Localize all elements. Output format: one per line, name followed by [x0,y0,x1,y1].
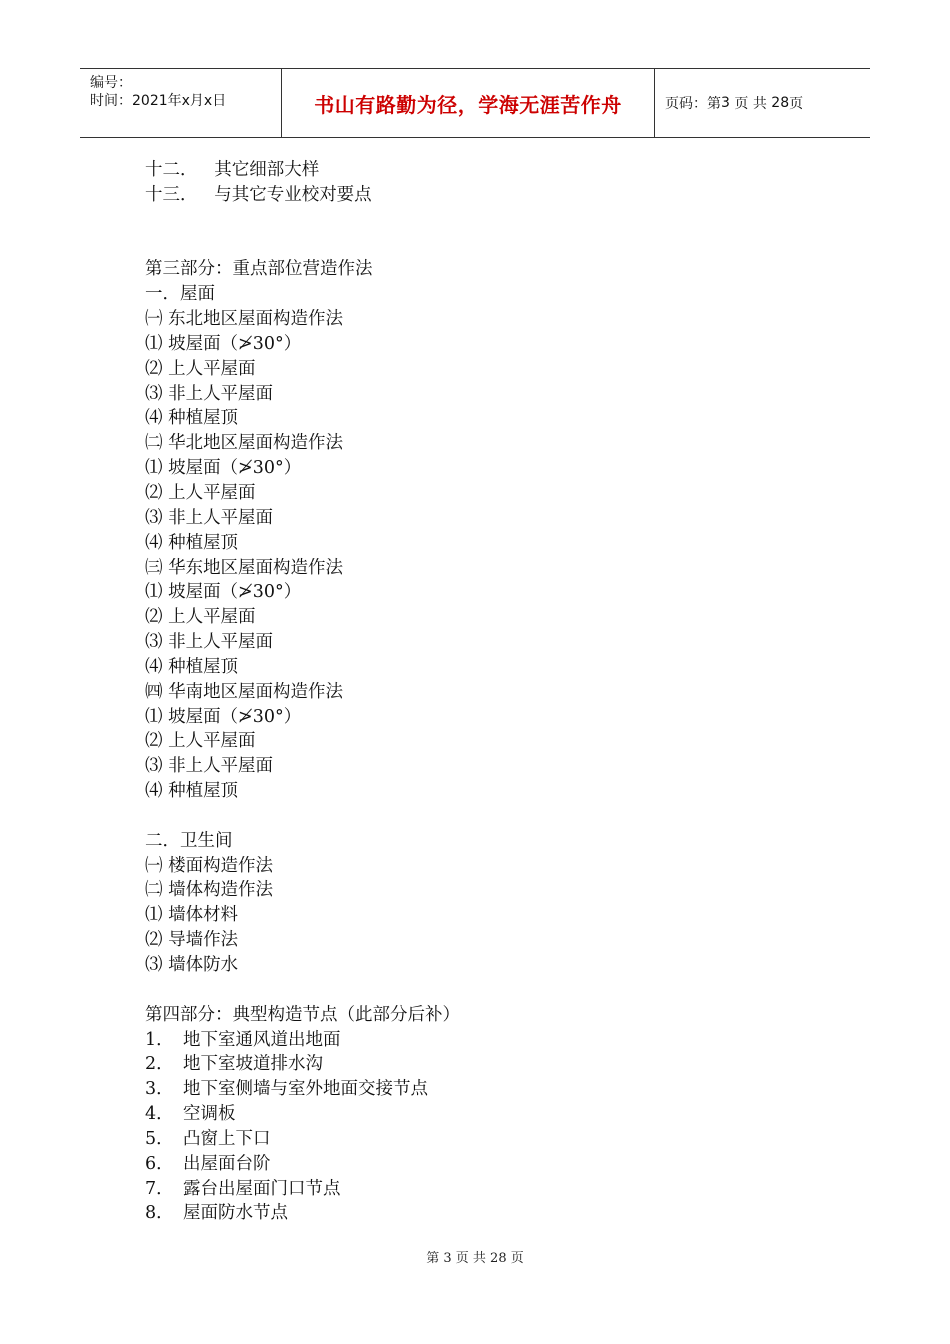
node-text: 地下室通风道出地面 [183,1029,341,1050]
bathroom-item: ㈠ 楼面构造作法 [145,855,274,876]
roof-heading: 一．屋面 [145,284,215,305]
page-code-prefix: 页码：第 [665,96,721,112]
node-text: 地下室侧墙与室外地面交接节点 [183,1079,428,1100]
region-label: ㈣ 华南地区屋面构造作法 [145,681,344,702]
page-header [80,68,870,138]
node-item [145,1102,845,1127]
bathroom-heading: 二．卫生间 [145,830,233,851]
node-text: 屋面防水节点 [183,1203,288,1224]
page-suffix: 页 [789,96,804,112]
node-number: 2． [145,1054,174,1075]
node-number: 5． [145,1128,174,1149]
toc-item: 十二． 其它细部大样 [145,160,320,180]
time-label: 时间：2021年x月x日 [90,93,227,109]
page-mid: 页 共 [734,96,767,112]
part3-title: 第三部分：重点部位营造作法 [145,259,373,280]
region-label: ㈡ 华北地区屋面构造作法 [145,433,344,454]
roof-item: ⑶ 非上人平屋面 [145,756,274,777]
region-label: ㈢ 华东地区屋面构造作法 [145,557,344,578]
node-item [145,1052,845,1077]
header-motto: 书山有路勤为径，学海无涯苦作舟 [282,69,655,137]
document-body [145,158,845,1226]
roof-item: ⑶ 非上人平屋面 [145,507,274,528]
node-item [145,1028,845,1053]
node-item [145,1177,845,1202]
roof-item: ⑵ 上人平屋面 [145,731,256,752]
node-text: 露台出屋面门口节点 [183,1178,341,1199]
node-item [145,1152,845,1177]
node-text: 空调板 [183,1104,236,1125]
header-page-code [655,69,870,137]
roof-item: ⑴ 坡屋面（≯30°） [145,458,302,479]
roof-item: ⑵ 上人平屋面 [145,358,256,379]
node-number: 7． [145,1178,174,1199]
bathroom-item: ㈡ 墙体构造作法 [145,880,274,901]
header-meta [80,69,282,137]
node-number: 1． [145,1029,174,1050]
node-text: 地下室坡道排水沟 [183,1054,323,1075]
roof-item: ⑶ 非上人平屋面 [145,383,274,404]
node-number: 8． [145,1203,174,1224]
page-current: 3 [721,95,730,111]
roof-item: ⑵ 上人平屋面 [145,482,256,503]
page-total: 28 [771,95,790,111]
bathroom-item: ⑶ 墙体防水 [145,955,239,975]
roof-item: ⑷ 种植屋顶 [145,656,239,677]
roof-item: ⑴ 坡屋面（≯30°） [145,582,302,603]
node-number: 3． [145,1079,174,1100]
roof-item: ⑷ 种植屋顶 [145,532,239,553]
node-number: 4． [145,1104,174,1125]
roof-item: ⑴ 坡屋面（≯30°） [145,333,302,354]
roof-item: ⑷ 种植屋顶 [145,781,239,802]
bathroom-item: ⑴ 墙体材料 [145,905,239,926]
roof-item: ⑷ 种植屋顶 [145,408,239,429]
roof-item: ⑵ 上人平屋面 [145,607,256,628]
node-item [145,1201,845,1226]
part4-title: 第四部分：典型构造节点（此部分后补） [145,1004,460,1025]
node-item [145,1077,845,1102]
toc-item: 十三． 与其它专业校对要点 [145,184,372,205]
bathroom-item: ⑵ 导墙作法 [145,930,239,951]
region-label: ㈠ 东北地区屋面构造作法 [145,309,344,330]
number-label: 编号： [90,75,132,91]
roof-item: ⑴ 坡屋面（≯30°） [145,706,302,727]
node-text: 凸窗上下口 [183,1128,271,1149]
page-footer: 第 3 页 共 28 页 [426,1251,524,1266]
roof-item: ⑶ 非上人平屋面 [145,632,274,653]
node-number: 6． [145,1153,174,1174]
node-text: 出屋面台阶 [183,1153,271,1174]
node-item [145,1127,845,1152]
